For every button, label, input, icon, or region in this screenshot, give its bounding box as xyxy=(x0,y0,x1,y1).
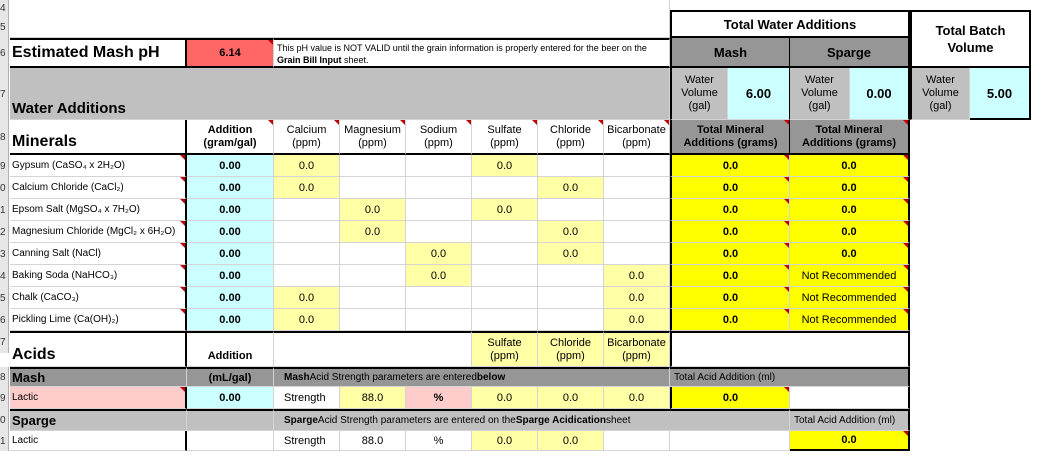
mineral-so4-cell xyxy=(472,177,538,199)
ph-note-link: Grain Bill Input xyxy=(277,55,342,65)
acid-so4-header: Sulfate (ppm) xyxy=(472,331,538,367)
row-number: 2 xyxy=(0,221,9,243)
addition-header: Addition (gram/gal) xyxy=(187,120,274,155)
mineral-name-cell: Gypsum (CaSO₄ x 2H₂O) xyxy=(10,155,187,177)
mineral-ca-cell xyxy=(274,265,340,287)
row-number: 3 xyxy=(0,243,9,265)
mineral-mash-cell: 0.0 xyxy=(670,309,790,331)
mash-header: Mash xyxy=(670,38,790,68)
mash-acid-label: Mash xyxy=(10,367,187,387)
mash-acid-note-mid: Acid Strength parameters are entered xyxy=(309,372,477,383)
mineral-sparge-cell: 0.0 xyxy=(790,243,910,265)
total-batch-volume-title: Total Batch Volume xyxy=(910,10,1031,68)
mash-acid-unit: (mL/gal) xyxy=(187,367,274,387)
mineral-cl-cell: 0.0 xyxy=(538,243,604,265)
sparge-acid-note-b1: Sparge xyxy=(284,415,318,426)
mineral-ca-cell xyxy=(274,199,340,221)
row-number: 9 xyxy=(0,387,9,409)
row-number: 6 xyxy=(0,309,9,331)
chloride-header: Chloride (ppm) xyxy=(538,120,604,155)
mineral-mash-cell: 0.0 xyxy=(670,155,790,177)
mash-acid-note xyxy=(274,367,670,387)
sparge-total-acid: 0.0 xyxy=(790,431,910,451)
water-additions-label: Water Additions xyxy=(10,68,670,120)
acid-cl-header: Chloride (ppm) xyxy=(538,331,604,367)
mineral-ca-cell: 0.0 xyxy=(274,287,340,309)
mineral-addition-cell[interactable]: 0.00 xyxy=(187,287,274,309)
mineral-mg-cell xyxy=(340,243,406,265)
acid-addition-header: Addition xyxy=(187,331,274,367)
mineral-na-cell xyxy=(406,221,472,243)
mineral-addition-cell[interactable]: 0.00 xyxy=(187,177,274,199)
mineral-so4-cell xyxy=(472,287,538,309)
mash-total-minerals-header: Total Mineral Additions (grams) xyxy=(670,120,790,155)
mineral-name-cell: Epsom Salt (MgSO₄ x 7H₂O) xyxy=(10,199,187,221)
mineral-name-cell: Magnesium Chloride (MgCl₂ x 6H₂O) xyxy=(10,221,187,243)
ph-value[interactable]: 6.14 xyxy=(187,38,274,68)
mineral-addition-cell[interactable]: 0.00 xyxy=(187,199,274,221)
mineral-hco3-cell: 0.0 xyxy=(604,309,670,331)
empty-right-minerals xyxy=(910,120,1031,331)
mineral-hco3-cell xyxy=(604,155,670,177)
sparge-acid-blank2 xyxy=(670,431,790,451)
mineral-ca-cell: 0.0 xyxy=(274,309,340,331)
row-number: 5 xyxy=(0,17,9,38)
mash-strength-value[interactable]: 88.0 xyxy=(340,387,406,409)
mineral-addition-cell[interactable]: 0.00 xyxy=(187,243,274,265)
sparge-total-minerals-header: Total Mineral Additions (grams) xyxy=(790,120,910,155)
row-number: 7 xyxy=(0,331,9,353)
mineral-hco3-cell xyxy=(604,243,670,265)
mineral-sparge-cell: Not Recommended xyxy=(790,287,910,309)
mash-acid-type[interactable]: Lactic xyxy=(10,387,187,409)
mash-total-acid-label: Total Acid Addition (ml) xyxy=(670,367,910,387)
row-number: 1 xyxy=(0,199,9,221)
mineral-ca-cell xyxy=(274,243,340,265)
ph-note-end: sheet. xyxy=(341,55,369,65)
sparge-strength-pct: % xyxy=(406,431,472,451)
mineral-hco3-cell xyxy=(604,177,670,199)
acid-hco3-header: Bicarbonate (ppm) xyxy=(604,331,670,367)
sparge-acid-sulfate: 0.0 xyxy=(472,431,538,451)
row-number: 6 xyxy=(0,38,9,68)
mineral-sparge-cell: Not Recommended xyxy=(790,309,910,331)
mineral-mash-cell: 0.0 xyxy=(670,287,790,309)
row-number: 1 xyxy=(0,431,9,451)
sparge-water-volume-label: Water Volume (gal) xyxy=(790,68,850,120)
mineral-cl-cell xyxy=(538,265,604,287)
mineral-mg-cell xyxy=(340,155,406,177)
batch-water-volume-label: Water Volume (gal) xyxy=(910,68,970,120)
mineral-na-cell: 0.0 xyxy=(406,243,472,265)
mineral-cl-cell xyxy=(538,309,604,331)
empty-top xyxy=(10,0,670,38)
mineral-hco3-cell xyxy=(604,199,670,221)
mineral-ca-cell: 0.0 xyxy=(274,155,340,177)
mineral-so4-cell: 0.0 xyxy=(472,199,538,221)
ph-label: Estimated Mash pH xyxy=(10,38,187,68)
mineral-sparge-cell: 0.0 xyxy=(790,199,910,221)
sparge-acid-addition[interactable] xyxy=(187,431,274,451)
mineral-mash-cell: 0.0 xyxy=(670,177,790,199)
mineral-sparge-cell: 0.0 xyxy=(790,221,910,243)
mash-total-acid: 0.0 xyxy=(670,387,790,409)
sparge-acid-chloride: 0.0 xyxy=(538,431,604,451)
mineral-hco3-cell: 0.0 xyxy=(604,287,670,309)
mineral-so4-cell xyxy=(472,265,538,287)
mineral-mash-cell: 0.0 xyxy=(670,199,790,221)
sparge-strength-value[interactable]: 88.0 xyxy=(340,431,406,451)
mineral-mg-cell: 0.0 xyxy=(340,199,406,221)
mineral-mg-cell xyxy=(340,309,406,331)
magnesium-header: Magnesium (ppm) xyxy=(340,120,406,155)
mineral-addition-cell[interactable]: 0.00 xyxy=(187,309,274,331)
mash-acid-addition[interactable]: 0.00 xyxy=(187,387,274,409)
mineral-name-cell: Calcium Chloride (CaCl₂) xyxy=(10,177,187,199)
mash-total-acid-blank xyxy=(790,387,910,409)
mineral-name-cell: Chalk (CaCO₃) xyxy=(10,287,187,309)
mineral-hco3-cell: 0.0 xyxy=(604,265,670,287)
sparge-strength-label: Strength xyxy=(274,431,340,451)
mash-water-volume[interactable]: 6.00 xyxy=(728,68,790,120)
mineral-ca-cell xyxy=(274,221,340,243)
mineral-so4-cell xyxy=(472,243,538,265)
mineral-mg-cell xyxy=(340,177,406,199)
mineral-sparge-cell: Not Recommended xyxy=(790,265,910,287)
bicarbonate-header: Bicarbonate (ppm) xyxy=(604,120,670,155)
mineral-so4-cell xyxy=(472,221,538,243)
sparge-acid-blank1 xyxy=(604,431,670,451)
batch-water-volume[interactable]: 5.00 xyxy=(970,68,1031,120)
mash-water-volume-label: Water Volume (gal) xyxy=(670,68,728,120)
mineral-na-cell xyxy=(406,287,472,309)
row-number: 4 xyxy=(0,265,9,287)
mineral-name-cell: Canning Salt (NaCl) xyxy=(10,243,187,265)
row-number: 8 xyxy=(0,120,9,155)
mineral-mash-cell: 0.0 xyxy=(670,221,790,243)
mineral-name-cell: Baking Soda (NaHCO₃) xyxy=(10,265,187,287)
mineral-addition-cell[interactable]: 0.00 xyxy=(187,221,274,243)
row-number: 0 xyxy=(0,409,9,431)
mash-acid-bicarbonate: 0.0 xyxy=(604,387,670,409)
sparge-header: Sparge xyxy=(790,38,910,68)
mineral-mg-cell: 0.0 xyxy=(340,221,406,243)
mineral-cl-cell xyxy=(538,199,604,221)
mineral-na-cell xyxy=(406,155,472,177)
sparge-acid-note xyxy=(274,409,790,431)
sparge-acid-type[interactable]: Lactic xyxy=(10,431,187,451)
total-water-additions-title: Total Water Additions xyxy=(670,10,910,38)
mineral-addition-cell[interactable]: 0.00 xyxy=(187,265,274,287)
sparge-acid-label: Sparge xyxy=(10,409,187,431)
mineral-sparge-cell: 0.0 xyxy=(790,177,910,199)
calcium-header: Calcium (ppm) xyxy=(274,120,340,155)
acids-title: Acids xyxy=(10,331,187,367)
sulfate-header: Sulfate (ppm) xyxy=(472,120,538,155)
mineral-cl-cell xyxy=(538,287,604,309)
mineral-so4-cell: 0.0 xyxy=(472,155,538,177)
mash-acid-chloride: 0.0 xyxy=(538,387,604,409)
mineral-na-cell xyxy=(406,199,472,221)
ph-note xyxy=(274,38,670,68)
row-number: 4 xyxy=(0,0,9,17)
mineral-na-cell xyxy=(406,309,472,331)
sodium-header: Sodium (ppm) xyxy=(406,120,472,155)
sparge-acid-note-end: sheet xyxy=(606,415,631,426)
mash-acid-sulfate: 0.0 xyxy=(472,387,538,409)
mineral-ca-cell: 0.0 xyxy=(274,177,340,199)
acid-header-blank xyxy=(274,331,472,367)
mineral-cl-cell: 0.0 xyxy=(538,177,604,199)
mash-acid-note-b1: Mash xyxy=(284,372,310,383)
acid-header-right-blank xyxy=(670,331,910,367)
row-number: 9 xyxy=(0,155,9,177)
mineral-cl-cell xyxy=(538,155,604,177)
mineral-mg-cell xyxy=(340,265,406,287)
mash-acid-note-b2: below xyxy=(476,372,506,383)
mineral-mash-cell: 0.0 xyxy=(670,243,790,265)
mineral-name-cell: Pickling Lime (Ca(OH)₂) xyxy=(10,309,187,331)
mineral-so4-cell xyxy=(472,309,538,331)
mineral-addition-cell[interactable]: 0.00 xyxy=(187,155,274,177)
mineral-na-cell xyxy=(406,177,472,199)
row-number: 7 xyxy=(0,68,9,120)
sparge-total-acid-label: Total Acid Addition (ml) xyxy=(790,409,910,431)
mineral-mash-cell: 0.0 xyxy=(670,265,790,287)
row-number: 0 xyxy=(0,177,9,199)
mash-strength-label: Strength xyxy=(274,387,340,409)
mineral-sparge-cell: 0.0 xyxy=(790,155,910,177)
mineral-hco3-cell xyxy=(604,221,670,243)
sparge-water-volume[interactable]: 0.00 xyxy=(850,68,910,120)
minerals-title: Minerals xyxy=(10,120,187,155)
mineral-mg-cell xyxy=(340,287,406,309)
mineral-cl-cell: 0.0 xyxy=(538,221,604,243)
row-number: 8 xyxy=(0,367,9,387)
mineral-na-cell: 0.0 xyxy=(406,265,472,287)
sparge-acid-unit-blank xyxy=(187,409,274,431)
ph-note-text: This pH value is NOT VALID until the grain information is properly entered for the beer on the xyxy=(277,43,647,53)
sparge-acid-note-b2: Sparge Acidication xyxy=(515,415,607,426)
row-number: 5 xyxy=(0,287,9,309)
mash-strength-pct: % xyxy=(406,387,472,409)
sparge-acid-note-mid: Acid Strength parameters are entered on the xyxy=(317,415,516,426)
